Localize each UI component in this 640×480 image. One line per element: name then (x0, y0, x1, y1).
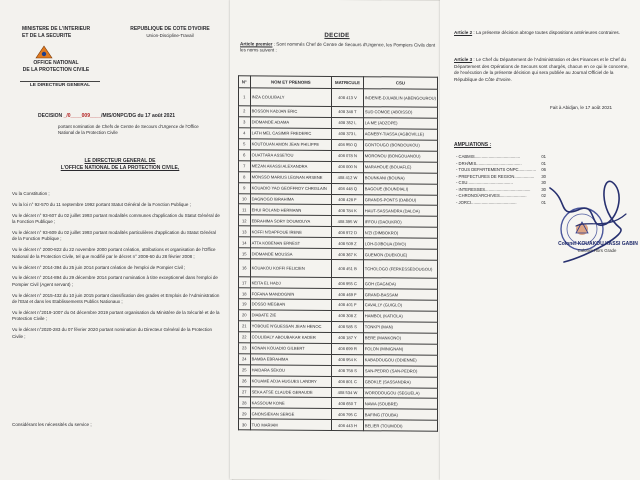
ampliation-count: 30 (541, 180, 546, 185)
row-number: 12 (239, 215, 251, 226)
ampliations-title: AMPLIATIONS : (454, 142, 492, 148)
row-name: EBRAHIMA SORY DOUMOUYA (250, 215, 332, 227)
ampliation-recipient: - PREFECTURES DE REGION................. (456, 173, 535, 179)
row-csu: SUD COMOE (ABOISSO) (363, 107, 437, 118)
office-line-1: OFFICE NATIONAL (33, 60, 79, 66)
row-csu: LOH-DJIBOUA (DIVO) (363, 238, 437, 249)
ampliation-recipient: - INTERESSES....................................... (456, 186, 531, 192)
row-number: 22 (239, 332, 251, 343)
considerant: Vu le décret n° 2014-394 du 25 juin 2014 portant création de l'emploi de Pompier Civil ; (12, 264, 186, 270)
row-number: 27 (239, 386, 251, 397)
signer-grade: Colonel Hors Grade (577, 248, 617, 253)
row-matricule: 408 443 H (332, 420, 364, 431)
row-name: FOFANA MANDOGNIN (250, 288, 332, 300)
row-number: 18 (239, 288, 251, 299)
row-name: MEZAN AKASSI ALEXANDRA (250, 161, 332, 173)
signature-icon (528, 170, 638, 270)
ampliation-count: 06 (541, 167, 546, 172)
page-2 (230, 0, 444, 480)
row-number: 15 (239, 248, 251, 259)
row-number: 26 (239, 375, 251, 386)
row-name: YOBOUE N'GUESSAN JEAN HENOC (250, 321, 332, 333)
row-csu: KABADOUGOU (ODIENNE) (363, 354, 437, 365)
row-matricule: 408 950 Q (332, 139, 364, 150)
article-2 (454, 30, 634, 36)
row-csu: GONTOUGO (BONDOUKOU) (363, 139, 437, 150)
row-name: GNONSIEKAN SERGE (250, 408, 332, 420)
article-1 (240, 41, 440, 55)
row-number: 13 (239, 226, 251, 237)
row-name: ATTA KOBENAN ERNEST (250, 237, 332, 249)
row-number: 3 (239, 117, 251, 128)
col-header-matricule: MATRICULE (332, 76, 364, 88)
row-name: KOUAME ADJA HUGUES LANDRY (250, 375, 332, 387)
row-matricule: 408 972 D (332, 227, 364, 238)
row-csu: LA ME (ADZOPE) (363, 118, 437, 129)
row-csu: GUEMON (DUEKOUE) (363, 249, 437, 260)
row-matricule: 408 428 F (332, 194, 364, 205)
row-matricule: 408 308 Z (332, 310, 364, 321)
article-2-text: : La présente décision abroge toutes dispositions antérieures contraires. (473, 30, 620, 35)
row-name: LATH MEL CASIMIR FREDERIC (250, 128, 332, 140)
article-1-text: : Sont nommés Chef de Centre de Secours d'Urgence, les Pompiers Civils dont les noms suivent : (240, 41, 436, 54)
table-row (239, 259, 438, 278)
ampliation-count: 30 (541, 173, 546, 179)
ampliation-recipient: - JORCI....................................... (456, 199, 517, 205)
row-matricule: 408 784 K (332, 205, 364, 216)
row-matricule: 408 448 Q (332, 183, 364, 194)
ministry-line-1: MINISTERE DE L'INTERIEUR (22, 26, 91, 32)
decision-suffix: /MIS/ONPC/DG du 17 août 2021 (101, 113, 176, 119)
row-name: DIOMANDE MOUSSA (250, 248, 332, 260)
table-body (239, 88, 438, 432)
row-matricule: 408 758 S (332, 365, 364, 376)
republic-name: REPUBLIQUE DE COTE D'IVOIRE (130, 26, 210, 32)
row-csu: BELIER (TOUMODI) (363, 420, 437, 431)
considerant: Vu le décret n° 2014-894 du 29 décembre 2014 portant nomination à titre exceptionnel dans l'emploi de Pompier Civil (Agent servant) ; (12, 275, 218, 287)
director-title-line-1: LE DIRECTEUR GENERAL DE (84, 158, 156, 164)
ampliation-count: 01 (541, 154, 546, 159)
row-csu: N'ZI (DIMBOKRO) (363, 227, 437, 238)
row-matricule: 408 801 C (332, 376, 364, 387)
row-number: 23 (239, 343, 251, 354)
row-matricule: 408 955 C (332, 278, 364, 289)
decision-subject: portant nomination de Chefs de Centre de Secours d'Urgence de l'Office National de la Protection Civile (58, 124, 199, 136)
row-name: KONAN KOUADIO GILBERT (250, 343, 332, 355)
considerant: Vu le décret n°2020-283 du 07 février 2020 portant nomination du Directeur Général de la Protection Civile ; (12, 327, 213, 339)
row-matricule: 408 401 F (332, 299, 364, 310)
row-matricule: 408 585 S (332, 321, 364, 332)
row-name: DIOMANDE ADAMA (250, 117, 332, 129)
row-csu: HAMBOL (KATIOLA) (363, 311, 437, 322)
considerant: Vu le décret n° 93-609 du 02 juillet 1993 portant modalités particulières d'application du Statut Général de la Fonction Publique ; (12, 230, 216, 242)
table-row (239, 419, 438, 431)
considerant: Vu le décret n° 2015-432 du 10 juin 2015 portant classification des grades et Emplois de l'Administration de l'Etat et dans les Etablissements Publics Nationaux ; (12, 292, 220, 304)
row-number: 9 (239, 182, 251, 193)
row-name: KASSOUM KONE (250, 397, 332, 409)
decision-prefix: DECISION (38, 113, 63, 119)
director-title (30, 158, 210, 172)
page-1 (0, 0, 232, 480)
row-name: MONSSO MARIUS LEGNAN ARSENE (250, 172, 332, 184)
ampliation-recipient: - DRH/MIS....................................... (456, 160, 522, 166)
row-number: 2 (239, 106, 251, 117)
row-csu: BOUNKANI (BOUNA) (363, 172, 437, 183)
row-csu: MORONOU (BONGOUANOU) (363, 150, 437, 161)
row-matricule: 408 412 W (332, 172, 364, 183)
col-header-csu: CSU (363, 77, 437, 90)
row-matricule: 408 348 T (332, 106, 364, 117)
considerant: Vu le décret n° 93-607 du 02 juillet 1993 portant modalités communes d'application du Statut Général de la Fonction Publique ; (12, 212, 220, 225)
date-line: Fait à Abidjan, le 17 août 2021 (550, 105, 613, 110)
row-number: 10 (239, 193, 251, 204)
row-name: KOUAKOU KOFFI FELICIEN (250, 259, 332, 278)
col-header-name: NOM ET PRENOMS (250, 76, 332, 89)
direction-label: LE DIRECTEUR GENERAL (20, 81, 100, 88)
row-name: HAIDARA SEKOU (250, 365, 332, 377)
row-number: 5 (239, 139, 251, 150)
ampliation-recipient: - TOUS DEPARTEMENTS ONPC............... (456, 167, 536, 172)
row-name: KOUTOUAN AMON JEAN PHILIPPE (250, 139, 332, 151)
row-csu: BAFING (TOUBA) (363, 409, 437, 420)
decision-number (38, 113, 228, 119)
considerant-final: Considérant les nécessités du service ; (12, 422, 92, 427)
article-3-label: Article 3 (454, 57, 473, 62)
row-name: KEITA EL HADJ (250, 277, 332, 289)
row-matricule: 408 373 L (332, 128, 364, 139)
row-name: BAMBA EBRAHIMA (250, 354, 332, 366)
row-matricule: 408 187 Y (332, 332, 364, 343)
row-number: 21 (239, 321, 251, 332)
article-3 (454, 57, 634, 83)
row-number: 14 (239, 237, 251, 248)
article-1-label: Article premier (240, 41, 273, 47)
row-number: 20 (239, 310, 251, 321)
row-csu: GRAND-BASSAM (363, 289, 437, 300)
row-number: 29 (239, 408, 251, 419)
row-matricule: 408 000 N (332, 161, 364, 172)
row-number: 6 (239, 150, 251, 161)
row-number: 1 (239, 88, 251, 106)
row-matricule: 408 451 B (332, 260, 364, 278)
table-row (239, 88, 438, 107)
ampliation-count: 02 (541, 193, 546, 198)
ampliation-recipient: - CHRONO/ARCHIVES....................... (456, 193, 527, 198)
row-number: 19 (239, 299, 251, 310)
row-csu: TCHOLOGO (FERKESSEDOUGOU) (363, 260, 437, 279)
row-csu: NAWA (SOUBRE) (363, 398, 437, 409)
row-csu: MARAHOUE (BOUAFLE) (363, 161, 437, 172)
row-name: OUATTARA ASSETOU (250, 150, 332, 162)
director-title-line-2: L'OFFICE NATIONAL DE LA PROTECTION CIVILE, (60, 164, 180, 171)
row-matricule: 408 699 R (332, 343, 364, 354)
ministry-line-2: ET DE LA SECURITE (22, 32, 72, 39)
row-number: 4 (239, 128, 251, 139)
row-number: 8 (239, 171, 251, 182)
office-line-2: DE LA PROTECTION CIVILE (22, 66, 90, 73)
row-csu: INDENIE-DJUABLIN (ABENGOUROU) (363, 89, 437, 108)
row-csu: IFFOU (DAOUKRO) (363, 216, 437, 227)
row-csu: GRANDS-PONTS (DABOU) (363, 194, 437, 205)
row-matricule: 408 795 C (332, 409, 364, 420)
row-number: 16 (239, 259, 251, 277)
row-matricule: 408 509 Z (332, 238, 364, 249)
row-csu: BERE (MANKONO) (363, 332, 437, 343)
row-name: DIABATE ZIE (250, 310, 332, 322)
row-csu: TONKPI (MAN) (363, 322, 437, 333)
ministry-header (22, 26, 112, 40)
considerant: Vu la loi n° 92-570 du 11 septembre 1992 portant Statut Général de la Fonction Publique ; (12, 201, 191, 207)
row-name: EHUI ROLAND HERMANN (250, 204, 332, 216)
row-name: KOUADIO YAO GEOFFROY CHRISLAIN (250, 182, 332, 194)
row-number: 30 (239, 419, 251, 430)
row-matricule: 408 395 W (332, 216, 364, 227)
row-csu: WORODOUGOU (SEGUELA) (363, 387, 437, 398)
row-matricule: 408 469 F (332, 289, 364, 300)
page-3 (440, 0, 640, 480)
ampliation-count: 30 (541, 186, 546, 192)
row-csu: FOLON (MINIGNAN) (363, 343, 437, 354)
considerant: Vu le décret n°2019-1007 du 04 décembre 2019 portant organisation du Ministère de la Sécurité et de la Protection Civile ; (12, 309, 220, 322)
row-matricule: 408 650 T (332, 398, 364, 409)
row-name: SEKA ATSE CLAUDE GERAUDE (250, 386, 332, 398)
row-name: DOSSO MEGBAN (250, 299, 332, 311)
considerant: Vu la Constitution ; (12, 191, 50, 196)
row-matricule: 408 367 K (332, 249, 364, 260)
considerants-list (12, 191, 222, 344)
protection-civile-emblem-icon (34, 45, 54, 59)
row-matricule: 408 413 V (332, 88, 364, 106)
ampliation-count: 01 (541, 160, 546, 166)
appointees-table (238, 75, 438, 432)
article-2-label: Article 2 (454, 30, 473, 35)
considerant: Vu le décret n° 2000-822 du 22 novembre 2000 portant création, attributions et organisation de l'Office National de la Protection Civile, tel que modifié par le décret n° 2008-60 du 28 février 2008 ; (12, 247, 216, 259)
row-name: INZA COULIBALY (250, 88, 332, 107)
row-csu: BAGOUE (BOUNDIALI) (363, 183, 437, 194)
decide-heading: DECIDE (324, 31, 350, 40)
row-number: 25 (239, 364, 251, 375)
article-3-text: : Le Chef du Département de l'Administration et des Finances et le Chef du Département des Opérations de Secours sont chargés, chacun en ce qui le concerne, de l'exécution de la présente décision qui sera publiée au Journal Officiel de la République de Côte d'Ivoire. (454, 57, 629, 82)
ampliation-count: 01 (541, 199, 546, 205)
ampliation-recipient: - CABMIS....................................... (456, 154, 520, 159)
ampliation-recipient: - CSU....................................... (456, 180, 513, 185)
row-number: 7 (239, 160, 251, 171)
row-matricule: 408 534 W (332, 387, 364, 398)
row-number: 11 (239, 204, 251, 215)
row-name: DAGNOGO IBRAHIMA (250, 193, 332, 205)
row-name: KOFFI N'DAPFOUE IRENE (250, 226, 332, 238)
row-csu: GOH (GAGNOA) (363, 278, 437, 289)
republic-header (120, 26, 220, 39)
row-name: COULIBALY ABOUBAKAR KADER (250, 332, 332, 344)
row-csu: HAUT-SASSANDRA (DALOA) (363, 205, 437, 216)
republic-motto: Union-Discipline-Travail (146, 32, 194, 38)
signer-name: Colonel KOUAKOU KASSI GABIN (558, 241, 638, 247)
row-number: 17 (239, 277, 251, 288)
row-matricule: 408 954 K (332, 354, 364, 365)
col-header-number: N° (239, 76, 251, 88)
row-number: 28 (239, 397, 251, 408)
row-csu: AGNEBY-TIASSA (AGBOVILLE) (363, 129, 437, 140)
office-header (16, 60, 96, 73)
row-matricule: 408 352 L (332, 117, 364, 128)
row-number: 24 (239, 353, 251, 364)
row-csu: SAN-PEDRO (SAN-PEDRO) (363, 365, 437, 376)
row-matricule: 408 078 N (332, 150, 364, 161)
row-name: TUO MARIAM (250, 419, 332, 431)
row-csu: GBOKLE (SASSANDRA) (363, 376, 437, 387)
row-name: BOSSON KADJAN ERIC (250, 106, 332, 118)
decision-num: _/0____009____ (63, 113, 102, 119)
row-csu: CAVALLY (GUIGLO) (363, 300, 437, 311)
